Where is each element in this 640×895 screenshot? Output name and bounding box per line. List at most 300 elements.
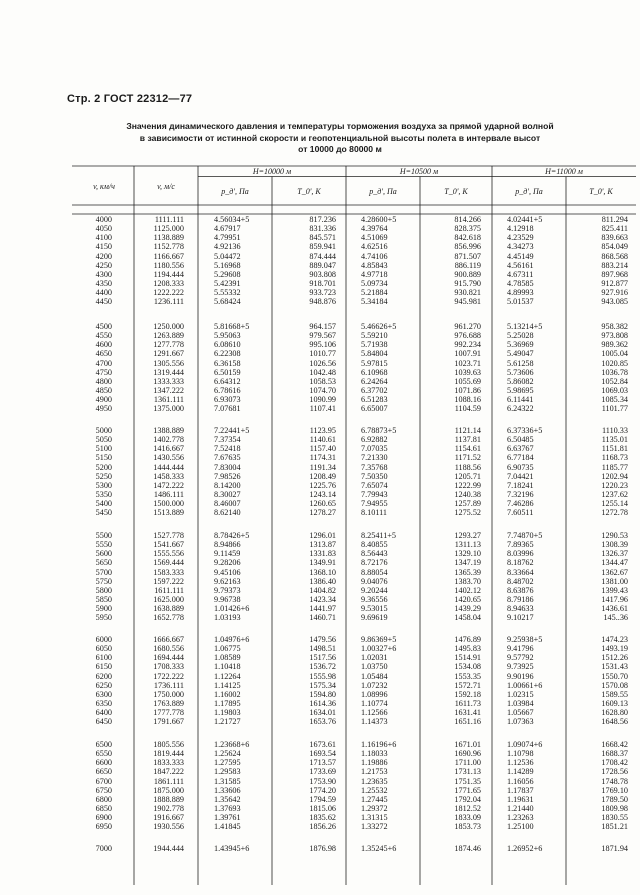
cell-v-kmh: 4600 (95, 340, 112, 350)
cell-v-ms: 1722.222 (153, 671, 184, 681)
cell-t0-h10500: 856.996 (454, 242, 481, 252)
cell-t0-h10500: 1154.61 (454, 444, 481, 454)
cell-t0-h10500: 1293.27 (454, 531, 481, 540)
cell-t0-h10500: 1874.46 (454, 844, 481, 853)
cell-pd-h11000: 4.23529 (507, 233, 534, 243)
cell-v-ms: 1250.000 (153, 322, 184, 331)
cell-pd-h11000: 1.14289 (507, 767, 534, 777)
cell-pd-h10500: 1.25532 (361, 785, 388, 795)
cell-t0-h10500: 1137.81 (454, 435, 481, 445)
cell-t0-h10000: 1074.70 (309, 385, 336, 395)
cell-t0-h10000: 948.876 (309, 297, 336, 307)
table-column-block (361, 844, 421, 853)
cell-pd-h11000: 7.74870+5 (507, 531, 543, 540)
cell-t0-h10000: 1243.14 (309, 489, 336, 499)
cell-t0-h10500: 828.375 (454, 224, 481, 234)
cell-pd-h10500: 6.10968 (361, 367, 388, 377)
cell-pd-h10000: 1.12264 (214, 671, 241, 681)
cell-v-ms: 1763.889 (153, 698, 184, 708)
table-column-block (566, 740, 628, 831)
cell-t0-h10500: 1731.13 (454, 767, 481, 777)
table-column-block (72, 215, 112, 306)
cell-v-kmh: 6950 (95, 822, 112, 832)
cell-pd-h11000: 5.25028 (507, 331, 534, 341)
cell-pd-h11000: 6.24322 (507, 404, 534, 414)
cell-t0-h11000: 1135.01 (601, 435, 628, 445)
cell-t0-h11000: 1085.34 (601, 395, 628, 405)
table-column-block (507, 426, 567, 517)
table-column-block (214, 844, 274, 853)
cell-pd-h11000: 1.03984 (507, 698, 534, 708)
cell-t0-h10000: 995.106 (309, 340, 336, 350)
cell-v-kmh: 5250 (95, 471, 112, 481)
table-column-block (280, 635, 336, 726)
cell-t0-h11000: 1550.70 (601, 671, 628, 681)
cell-pd-h10000: 7.07681 (214, 404, 241, 414)
cell-t0-h10000: 874.444 (309, 251, 336, 261)
cell-pd-h10000: 4.79951 (214, 233, 241, 243)
cell-pd-h11000: 4.02441+5 (507, 215, 543, 224)
cell-pd-h10500: 5.84804 (361, 349, 388, 359)
cell-t0-h11000: 1531.43 (601, 662, 628, 672)
cell-v-ms: 1708.333 (153, 662, 184, 672)
cell-pd-h10500: 9.86369+5 (361, 635, 397, 644)
cell-t0-h10000: 1208.49 (309, 471, 336, 481)
cell-t0-h10500: 1792.04 (454, 794, 481, 804)
cell-v-kmh: 4050 (95, 224, 112, 234)
caption-line: от 10000 до 80000 м (298, 144, 382, 154)
cell-pd-h10500: 8.72176 (361, 558, 388, 568)
cell-t0-h10000: 964.157 (309, 322, 336, 331)
cell-pd-h10000: 8.78426+5 (214, 531, 250, 540)
cell-pd-h10000: 5.55332 (214, 288, 241, 298)
cell-pd-h10000: 1.14125 (214, 680, 241, 690)
cell-pd-h11000: 7.04421 (507, 471, 534, 481)
cell-t0-h10500: 976.688 (454, 331, 481, 341)
table-column-block (214, 740, 274, 831)
cell-pd-h10000: 7.22441+5 (214, 426, 250, 435)
cell-t0-h10500: 1458.04 (454, 613, 481, 623)
cell-v-kmh: 4100 (95, 233, 112, 243)
cell-v-ms: 1277.778 (153, 340, 184, 350)
cell-v-kmh: 5600 (95, 549, 112, 559)
cell-v-kmh: 6300 (95, 689, 112, 699)
cell-t0-h10500: 1311.13 (454, 540, 481, 550)
table-column-block (280, 844, 336, 853)
cell-t0-h10000: 1026.56 (309, 358, 336, 368)
cell-v-ms: 1819.444 (153, 749, 184, 759)
cell-v-kmh: 5650 (95, 558, 112, 568)
cell-t0-h10500: 1572.71 (454, 680, 481, 690)
cell-pd-h11000: 8.63876 (507, 585, 534, 595)
table-column-block (72, 635, 112, 726)
table-column-block (361, 426, 421, 517)
cell-t0-h11000: 1020.85 (601, 358, 628, 368)
cell-v-ms: 1847.222 (153, 767, 184, 777)
cell-t0-h10500: 1495.83 (454, 644, 481, 654)
cell-t0-h10500: 992.234 (454, 340, 481, 350)
cell-t0-h11000: 1101.77 (601, 404, 628, 414)
cell-t0-h10500: 1007.91 (454, 349, 481, 359)
cell-v-kmh: 5450 (95, 508, 112, 518)
cell-t0-h10000: 918.701 (309, 278, 336, 288)
table-column-block (72, 844, 112, 853)
cell-t0-h10000: 1733.69 (309, 767, 336, 777)
cell-v-kmh: 5550 (95, 540, 112, 550)
cell-pd-h10000: 1.27595 (214, 758, 241, 768)
table-column-block (361, 740, 421, 831)
table-column-block (507, 844, 567, 853)
cell-v-ms: 1375.000 (153, 404, 184, 414)
cell-pd-h11000: 5.13214+5 (507, 322, 543, 331)
cell-t0-h10000: 1774.20 (309, 785, 336, 795)
cell-pd-h10000: 1.17895 (214, 698, 241, 708)
caption-line: Значения динамического давления и температуры торможения воздуха за прямой ударной волной (126, 121, 554, 131)
cell-v-ms: 1541.667 (153, 540, 184, 550)
cell-v-ms: 1236.111 (153, 297, 184, 307)
cell-pd-h10500: 8.25411+5 (361, 531, 397, 540)
cell-v-kmh: 5400 (95, 499, 112, 509)
cell-t0-h10500: 1853.73 (454, 822, 481, 832)
cell-t0-h11000: 1168.73 (601, 453, 628, 463)
cell-v-kmh: 4950 (95, 404, 112, 414)
cell-v-kmh: 5200 (95, 462, 112, 472)
cell-v-ms: 1930.556 (153, 822, 184, 832)
cell-pd-h11000: 9.41796 (507, 644, 534, 654)
table-column-block (280, 322, 336, 413)
cell-v-kmh: 4500 (95, 322, 112, 331)
table-column-block (566, 844, 628, 853)
cell-pd-h10500: 6.65007 (361, 404, 388, 414)
cell-t0-h10000: 1010.77 (309, 349, 336, 359)
cell-t0-h10000: 1460.71 (309, 613, 336, 623)
header-v-kmh: v, км/ч (93, 182, 115, 191)
cell-t0-h10500: 1055.69 (454, 376, 481, 386)
cell-t0-h10000: 1835.62 (309, 813, 336, 823)
cell-t0-h10500: 1171.52 (454, 453, 481, 463)
table-column-block (136, 426, 184, 517)
cell-pd-h10000: 7.67635 (214, 453, 241, 463)
cell-t0-h10000: 1794.59 (309, 794, 336, 804)
cell-t0-h10500: 871.507 (454, 251, 481, 261)
cell-t0-h10000: 1107.41 (309, 404, 336, 414)
cell-pd-h10500: 6.24264 (361, 376, 388, 386)
cell-t0-h10000: 933.723 (309, 288, 336, 298)
cell-pd-h10000: 1.01426+6 (214, 604, 250, 614)
cell-t0-h10000: 1278.27 (309, 508, 336, 518)
cell-v-ms: 1875.000 (153, 785, 184, 795)
cell-pd-h10500: 7.21330 (361, 453, 388, 463)
table-column-block (426, 322, 481, 413)
cell-pd-h11000: 6.50485 (507, 435, 534, 445)
table-column-block (507, 740, 567, 831)
cell-t0-h11000: 1399.43 (601, 585, 628, 595)
cell-v-ms: 1777.778 (153, 708, 184, 718)
cell-t0-h11000: 1308.39 (601, 540, 628, 550)
cell-t0-h10000: 1856.26 (309, 822, 336, 832)
cell-v-kmh: 5300 (95, 480, 112, 490)
header-t0-2: T_0', К (444, 187, 468, 196)
cell-v-kmh: 6000 (95, 635, 112, 644)
cell-t0-h10500: 1222.99 (454, 480, 481, 490)
cell-pd-h10000: 1.16002 (214, 689, 241, 699)
cell-t0-h10000: 1404.82 (309, 585, 336, 595)
cell-t0-h11000: 1648.56 (601, 717, 628, 727)
cell-pd-h10500: 7.79943 (361, 489, 388, 499)
cell-t0-h11000: 973.808 (601, 331, 628, 341)
cell-t0-h11000: 1110.33 (601, 426, 628, 435)
cell-t0-h10500: 961.270 (454, 322, 481, 331)
cell-t0-h10000: 1090.99 (309, 395, 336, 405)
cell-pd-h10000: 9.62163 (214, 576, 241, 586)
table-column-block (136, 844, 184, 853)
cell-t0-h10000: 1653.76 (309, 717, 336, 727)
cell-pd-h10000: 6.36158 (214, 358, 241, 368)
cell-pd-h10000: 9.79373 (214, 585, 241, 595)
cell-t0-h10000: 889.047 (309, 260, 336, 270)
cell-v-kmh: 4350 (95, 278, 112, 288)
cell-v-kmh: 4800 (95, 376, 112, 386)
cell-t0-h10000: 1713.57 (309, 758, 336, 768)
cell-pd-h10500: 4.62516 (361, 242, 388, 252)
cell-t0-h11000: 1570.08 (601, 680, 628, 690)
table-column-block (507, 215, 567, 306)
cell-pd-h10000: 4.67917 (214, 224, 241, 234)
cell-v-kmh: 4700 (95, 358, 112, 368)
cell-pd-h10500: 7.65074 (361, 480, 388, 490)
table-column-block (566, 215, 628, 306)
cell-pd-h10500: 7.07035 (361, 444, 388, 454)
cell-pd-h10000: 6.93073 (214, 395, 241, 405)
cell-v-kmh: 5350 (95, 489, 112, 499)
cell-pd-h10500: 4.97718 (361, 269, 388, 279)
cell-v-kmh: 6350 (95, 698, 112, 708)
cell-v-kmh: 6100 (95, 653, 112, 663)
cell-pd-h10000: 8.62140 (214, 508, 241, 518)
cell-pd-h10000: 8.46007 (214, 499, 241, 509)
cell-pd-h10500: 6.51283 (361, 395, 388, 405)
cell-pd-h10000: 1.37693 (214, 803, 241, 813)
cell-t0-h11000: 825.411 (601, 224, 628, 234)
cell-pd-h10500: 1.18033 (361, 749, 388, 759)
cell-pd-h10500: 4.85843 (361, 260, 388, 270)
cell-pd-h10000: 5.04472 (214, 251, 241, 261)
cell-t0-h10500: 1205.71 (454, 471, 481, 481)
cell-t0-h10500: 1329.10 (454, 549, 481, 559)
cell-pd-h10000: 9.45106 (214, 567, 241, 577)
cell-t0-h11000: 1362.67 (601, 567, 628, 577)
cell-pd-h10000: 7.37354 (214, 435, 241, 445)
cell-t0-h10500: 1071.86 (454, 385, 481, 395)
cell-pd-h11000: 5.98695 (507, 385, 534, 395)
cell-pd-h11000: 4.56161 (507, 260, 534, 270)
cell-v-kmh: 5900 (95, 604, 112, 614)
cell-pd-h11000: 1.02315 (507, 689, 534, 699)
cell-pd-h10500: 5.21884 (361, 288, 388, 298)
cell-t0-h10500: 1833.09 (454, 813, 481, 823)
cell-v-kmh: 7000 (95, 844, 112, 853)
cell-pd-h11000: 7.60511 (507, 508, 534, 518)
cell-pd-h11000: 6.63767 (507, 444, 534, 454)
table-column-block (280, 426, 336, 517)
table-column-block (566, 322, 628, 413)
cell-pd-h10500: 1.08996 (361, 689, 388, 699)
cell-pd-h10500: 5.97815 (361, 358, 388, 368)
table-column-block (72, 426, 112, 517)
cell-v-ms: 1750.000 (153, 689, 184, 699)
cell-t0-h10000: 1174.31 (309, 453, 336, 463)
cell-pd-h11000: 1.12536 (507, 758, 534, 768)
table-column-block (72, 531, 112, 622)
table-column-block (280, 531, 336, 622)
cell-t0-h11000: 1220.23 (601, 480, 628, 490)
cell-t0-h10000: 1349.91 (309, 558, 336, 568)
cell-v-kmh: 6900 (95, 813, 112, 823)
cell-v-kmh: 4850 (95, 385, 112, 395)
cell-v-ms: 1805.556 (153, 740, 184, 749)
table-column-block (136, 322, 184, 413)
cell-pd-h11000: 4.89993 (507, 288, 534, 298)
cell-t0-h10500: 1476.89 (454, 635, 481, 644)
table-column-block (214, 531, 274, 622)
table-column-block (361, 635, 421, 726)
header-pd-2: p_д', Па (369, 187, 397, 196)
cell-t0-h10500: 1671.01 (454, 740, 481, 749)
cell-t0-h10000: 1815.06 (309, 803, 336, 813)
cell-pd-h11000: 1.00661+6 (507, 680, 543, 690)
cell-pd-h10000: 7.83004 (214, 462, 241, 472)
cell-t0-h11000: 868.568 (601, 251, 628, 261)
cell-v-kmh: 4400 (95, 288, 112, 298)
cell-pd-h10500: 1.03750 (361, 662, 388, 672)
cell-pd-h10500: 1.33272 (361, 822, 388, 832)
cell-t0-h10500: 1121.14 (454, 426, 481, 435)
cell-pd-h10500: 9.36556 (361, 594, 388, 604)
cell-t0-h11000: 1202.94 (601, 471, 628, 481)
cell-pd-h11000: 9.73925 (507, 662, 534, 672)
cell-v-kmh: 6200 (95, 671, 112, 681)
cell-pd-h11000: 9.90196 (507, 671, 534, 681)
cell-t0-h10000: 1614.36 (309, 698, 336, 708)
cell-t0-h10500: 945.981 (454, 297, 481, 307)
cell-t0-h11000: 1668.42 (601, 740, 628, 749)
cell-t0-h10000: 1140.61 (309, 435, 336, 445)
cell-pd-h11000: 5.36969 (507, 340, 534, 350)
cell-pd-h10000: 1.21727 (214, 717, 241, 727)
cell-pd-h10500: 8.88054 (361, 567, 388, 577)
table-column-block (507, 322, 567, 413)
cell-pd-h11000: 8.33664 (507, 567, 534, 577)
cell-v-kmh: 4150 (95, 242, 112, 252)
cell-pd-h10000: 7.98526 (214, 471, 241, 481)
table-column-block (566, 531, 628, 622)
cell-t0-h10500: 1104.59 (454, 404, 481, 414)
cell-v-kmh: 6050 (95, 644, 112, 654)
cell-v-kmh: 4450 (95, 297, 112, 307)
cell-t0-h11000: 1255.14 (601, 499, 628, 509)
cell-v-ms: 1472.222 (153, 480, 184, 490)
cell-v-kmh: 4000 (95, 215, 112, 224)
table-column-block (426, 215, 481, 306)
cell-v-ms: 1458.333 (153, 471, 184, 481)
cell-t0-h10500: 1514.91 (454, 653, 481, 663)
cell-t0-h11000: 1830.55 (601, 813, 628, 823)
cell-pd-h10000: 1.35642 (214, 794, 241, 804)
cell-pd-h10500: 1.05484 (361, 671, 388, 681)
cell-pd-h10000: 8.30027 (214, 489, 241, 499)
cell-t0-h10000: 1225.76 (309, 480, 336, 490)
cell-t0-h11000: 1708.42 (601, 758, 628, 768)
cell-t0-h11000: 1417.96 (601, 594, 628, 604)
cell-pd-h11000: 4.45149 (507, 251, 534, 261)
cell-pd-h10000: 9.96738 (214, 594, 241, 604)
cell-v-kmh: 6400 (95, 708, 112, 718)
cell-t0-h10500: 915.790 (454, 278, 481, 288)
cell-v-ms: 1125.000 (153, 224, 184, 234)
cell-v-ms: 1111.111 (154, 215, 184, 224)
cell-pd-h11000: 4.12918 (507, 224, 534, 234)
cell-v-kmh: 6650 (95, 767, 112, 777)
cell-t0-h10000: 903.808 (309, 269, 336, 279)
table-column-block (426, 635, 481, 726)
cell-pd-h10000: 6.08610 (214, 340, 241, 350)
cell-pd-h10500: 7.35768 (361, 462, 388, 472)
cell-pd-h10000: 6.50159 (214, 367, 241, 377)
cell-t0-h11000: 912.877 (601, 278, 628, 288)
cell-pd-h10500: 9.04076 (361, 576, 388, 586)
cell-t0-h10000: 1555.98 (309, 671, 336, 681)
cell-v-kmh: 4650 (95, 349, 112, 359)
cell-pd-h10500: 1.12566 (361, 708, 388, 718)
cell-t0-h10500: 1365.39 (454, 567, 481, 577)
header-t0-1: T_0', К (297, 187, 321, 196)
cell-t0-h10000: 1441.97 (309, 604, 336, 614)
cell-pd-h11000: 8.03996 (507, 549, 534, 559)
cell-v-kmh: 4900 (95, 395, 112, 405)
cell-t0-h10500: 1611.73 (454, 698, 481, 708)
cell-pd-h11000: 1.16056 (507, 776, 534, 786)
cell-pd-h10500: 1.21753 (361, 767, 388, 777)
cell-v-ms: 1861.111 (153, 776, 184, 786)
cell-t0-h11000: 1512.26 (601, 653, 628, 663)
cell-pd-h11000: 1.25100 (507, 822, 534, 832)
cell-v-ms: 1291.667 (153, 349, 184, 359)
table-column-block (566, 635, 628, 726)
cell-v-kmh: 5750 (95, 576, 112, 586)
cell-pd-h10500: 1.00327+6 (361, 644, 397, 654)
cell-pd-h10500: 5.34184 (361, 297, 388, 307)
cell-v-kmh: 5000 (95, 426, 112, 435)
cell-v-ms: 1833.333 (153, 758, 184, 768)
table-column-block (426, 426, 481, 517)
cell-v-ms: 1888.889 (153, 794, 184, 804)
table-column-block (566, 426, 628, 517)
cell-pd-h11000: 5.01537 (507, 297, 534, 307)
cell-pd-h10500: 8.10111 (361, 508, 388, 518)
header-pd-1: p_д', Па (221, 187, 249, 196)
cell-pd-h11000: 7.32196 (507, 489, 534, 499)
cell-pd-h10000: 1.25624 (214, 749, 241, 759)
cell-t0-h10000: 831.336 (309, 224, 336, 234)
cell-v-ms: 1513.889 (153, 508, 184, 518)
cell-pd-h10000: 1.29583 (214, 767, 241, 777)
cell-pd-h10500: 6.92882 (361, 435, 388, 445)
cell-t0-h11000: 1381.00 (601, 576, 628, 586)
cell-pd-h10500: 4.74106 (361, 251, 388, 261)
cell-t0-h11000: 145..36 (603, 613, 628, 623)
cell-v-kmh: 5100 (95, 444, 112, 454)
cell-pd-h10000: 5.95063 (214, 331, 241, 341)
